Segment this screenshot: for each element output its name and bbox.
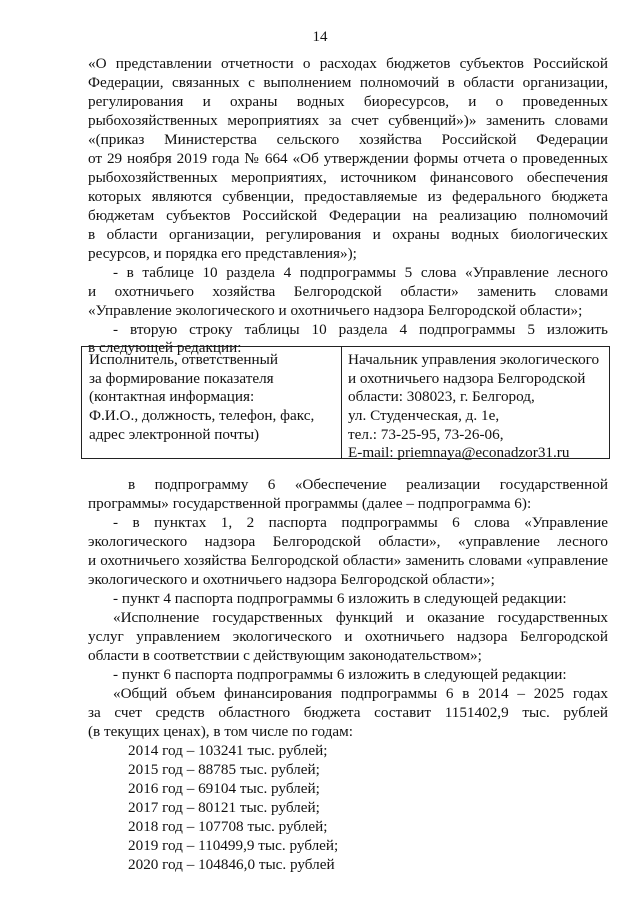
text-line: области в соответствии с действующим законодательством»; [88,647,482,664]
year-amount-line: 2020 год – 104846,0 тыс. рублей [128,856,335,873]
table-cell-line: области: 308023, г. Белгород, [348,388,535,406]
text-line: и охотничьего хозяйства Белгородской области» заменить словами «управление [88,552,608,569]
text-line: бюджетам субъектов Российской Федерации на реализацию полномочий [88,207,608,224]
table-cell-line: и охотничьего надзора Белгородской [348,369,586,387]
text-line: экологического и охотничьего надзора Белгородской области»; [88,571,495,588]
table-cell-line: тел.: 73-25-95, 73-26-06, [348,425,504,443]
text-line: ресурсов, и порядка его представления»); [88,245,357,262]
text-line: услуг управлением экологического и охотничьего надзора Белгородской [88,628,608,645]
text-line: в области организации, регулирования и охраны водных биологических [88,226,608,243]
year-amount-line: 2017 год – 80121 тыс. рублей; [128,799,320,816]
text-line: «Исполнение государственных функций и оказание государственных [113,609,608,626]
year-amount-line: 2019 год – 110499,9 тыс. рублей; [128,837,339,854]
text-line: рыбохозяйственных мероприятиях, источником финансового обеспечения [88,169,608,186]
text-line: и охотничьего хозяйства Белгородской области» заменить словами [88,283,608,300]
text-line: - в пунктах 1, 2 паспорта подпрограммы 6 слова «Управление [113,514,608,531]
table-column-divider [341,347,342,458]
table-cell-line: адрес электронной почты) [89,425,260,443]
table-cell-line: E-mail: priemnaya@econadzor31.ru [348,444,570,462]
text-line: - в таблице 10 раздела 4 подпрограммы 5 слова «Управление лесного [113,264,608,281]
year-amount-line: 2016 год – 69104 тыс. рублей; [128,780,320,797]
year-amount-line: 2014 год – 103241 тыс. рублей; [128,742,328,759]
text-line: «(приказ Министерства сельского хозяйства Российской Федерации [88,131,608,148]
text-line: - пункт 4 паспорта подпрограммы 6 изложить в следующей редакции: [113,590,567,607]
text-line: «Управление экологического и охотничьего надзора Белгородской области»; [88,302,583,319]
text-line: регулирования и охраны водных биоресурсов, и о проведенных [88,93,608,110]
text-line: программы» государственной программы (далее – подпрограмма 6): [88,495,532,512]
text-line: «Общий объем финансирования подпрограммы 6 в 2014 – 2025 годах [113,685,608,702]
text-line: - пункт 6 паспорта подпрограммы 6 изложить в следующей редакции: [113,666,567,683]
text-line: рыбохозяйственных мероприятиях за счет субвенций»)» заменить словами [88,112,608,129]
year-amount-line: 2018 год – 107708 тыс. рублей; [128,818,328,835]
text-line: которых являются субвенции, предоставляемые из федерального бюджета [88,188,608,205]
year-amount-line: 2015 год – 88785 тыс. рублей; [128,761,320,778]
text-line: в следующей редакции: [88,339,242,356]
text-line: экологического надзора Белгородской области», «управление лесного [88,533,608,550]
text-line: «О представлении отчетности о расходах бюджетов субъектов Российской [88,55,608,72]
table-cell-line: Исполнитель, ответственный [89,351,279,368]
table-cell-line: (контактная информация: [89,388,255,406]
text-line: за счет средств областного бюджета составит 1151402,9 тыс. рублей [88,704,608,721]
text-line: Федерации, связанных с выполнением полномочий в области организации, [88,74,608,91]
table-cell-line: Ф.И.О., должность, телефон, факс, [89,407,315,425]
text-line: от 29 ноября 2019 года № 664 «Об утверждении формы отчета о проведенных [88,150,608,167]
text-line: - вторую строку таблицы 10 раздела 4 подпрограммы 5 изложить [113,321,608,338]
contact-table [81,346,610,462]
table-cell-label [89,351,314,444]
table-cell-line: Начальник управления экологического [348,351,600,368]
table-cell-value [348,351,599,463]
table-cell-line: ул. Студенческая, д. 1е, [348,407,500,425]
text-line: в подпрограмму 6 «Обеспечение реализации государственной [128,476,608,493]
table-cell-line: за формирование показателя [89,369,274,387]
text-line: (в текущих ценах), в том числе по годам: [88,723,353,740]
page-number: 14 [312,29,328,45]
